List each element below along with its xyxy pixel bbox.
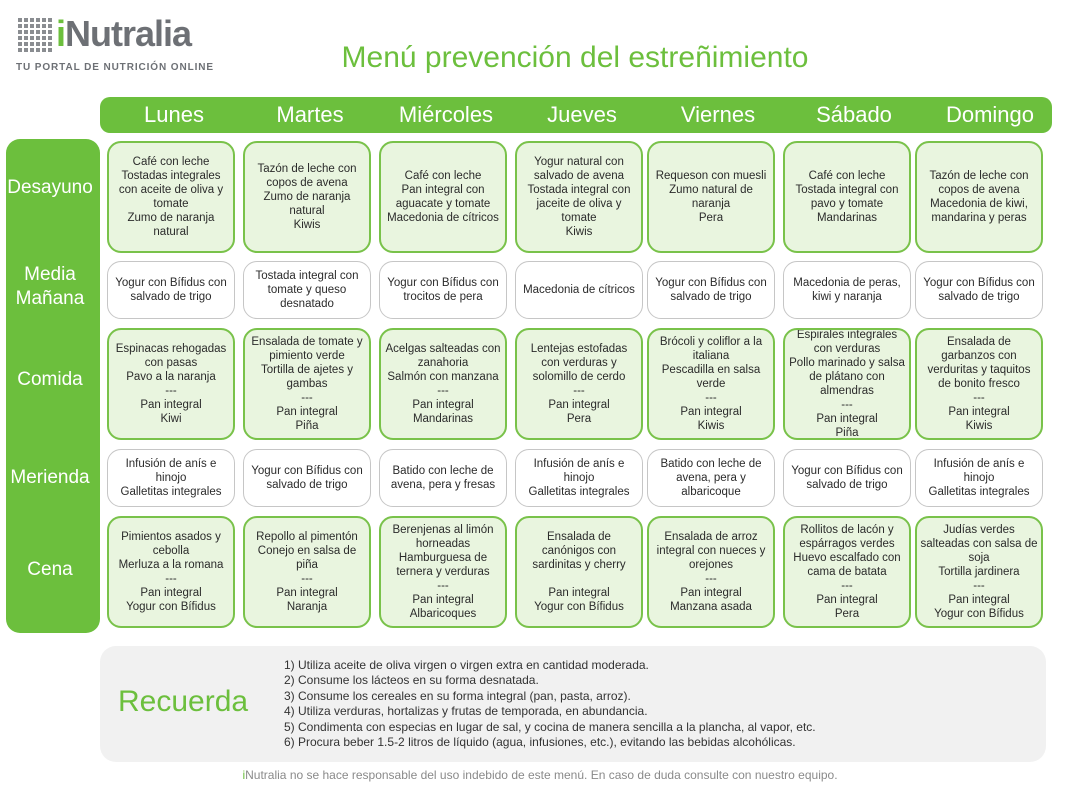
menu-cell: Yogur con Bífidus con salvado de trigo xyxy=(783,449,911,507)
menu-cell: Yogur con Bífidus con salvado de trigo xyxy=(107,261,235,319)
menu-cell: Brócoli y coliflor a la italiana Pescadilla en salsa verde --- Pan integral Kiwis xyxy=(647,328,775,440)
page-title: Menú prevención del estreñimiento xyxy=(341,41,809,74)
menu-cell: Tazón de leche con copos de avena Zumo de naranja natural Kiwis xyxy=(243,141,371,253)
recuerda-box xyxy=(100,646,1046,762)
logo[interactable] xyxy=(16,13,226,78)
menu-cell: Tostada integral con tomate y queso desnatado xyxy=(243,261,371,319)
footer-brand-i: i xyxy=(242,768,246,782)
menu-cell: Ensalada de tomate y pimiento verde Tortilla de ajetes y gambas --- Pan integral Piña xyxy=(243,328,371,440)
menu-cell: Yogur natural con salvado de avena Tostada integral con jaceite de oliva y tomate Kiwis xyxy=(515,141,643,253)
logo-wordmark: iNutralia xyxy=(56,13,192,54)
menu-cell: Pimientos asados y cebolla Merluza a la romana --- Pan integral Yogur con Bífidus xyxy=(107,516,235,628)
tip-item: 1) Utiliza aceite de oliva virgen o virgen extra en cantidad moderada. xyxy=(284,658,649,672)
menu-cell: Café con leche Pan integral con aguacate y tomate Macedonia de cítricos xyxy=(379,141,507,253)
day-header-jueves: Jueves xyxy=(547,102,617,127)
logo-grid-icon xyxy=(16,18,52,54)
menu-cell: Ensalada de canónigos con sardinitas y cherry Pan integral Yogur con Bífidus xyxy=(515,516,643,628)
day-header-miercoles: Miércoles xyxy=(398,102,494,127)
tip-item: 2) Consume los lácteos en su forma desnatada. xyxy=(284,673,539,688)
menu-cell: Ensalada de arroz integral con nueces y orejones --- Pan integral Manzana asada xyxy=(647,516,775,628)
footer-brand-rest: Nutralia xyxy=(245,768,287,782)
menu-cell: Lentejas estofadas con verduras y solomillo de cerdo --- Pan integral Pera xyxy=(515,328,643,440)
days-header-bar xyxy=(100,97,1052,133)
day-header-martes: Martes xyxy=(276,102,344,127)
meal-label-cena: Cena xyxy=(27,559,73,580)
meal-label-media-manana: Media Mañana xyxy=(15,264,85,309)
tip-item: 5) Condimenta con especias en lugar de sal, y cocina de manera sencilla a la plancha, al vapor, etc. xyxy=(284,719,816,734)
menu-cell: Yogur con Bífidus con salvado de trigo xyxy=(243,449,371,507)
menu-cell: Berenjenas al limón horneadas Hamburguesa de ternera y verduras --- Pan integral Albaricoques xyxy=(379,516,507,628)
menu-cell: Ensalada de garbanzos con verduritas y taquitos de bonito fresco --- Pan integral Kiwis xyxy=(915,328,1043,440)
meal-label-merienda: Merienda xyxy=(10,467,90,488)
day-header-domingo: Domingo xyxy=(945,102,1035,127)
menu-cell: Yogur con Bífidus con salvado de trigo xyxy=(647,261,775,319)
menu-cell: Yogur con Bífidus con trocitos de pera xyxy=(379,261,507,319)
menu-cell: Batido con leche de avena, pera y albaricoque xyxy=(647,449,775,507)
menu-cell: Judías verdes salteadas con salsa de soja Tortilla jardinera --- Pan integral Yogur con Bífidus xyxy=(915,516,1043,628)
menu-cell: Repollo al pimentón Conejo en salsa de piña --- Pan integral Naranja xyxy=(243,516,371,628)
menu-cell: Café con leche Tostada integral con pavo y tomate Mandarinas xyxy=(783,141,911,253)
meal-label-desayuno: Desayuno xyxy=(7,177,93,198)
menu-cell: Infusión de anís e hinojo Galletitas integrales xyxy=(515,449,643,507)
tips-list xyxy=(284,658,816,750)
menu-cell: Tazón de leche con copos de avena Macedonia de kiwi, mandarina y peras xyxy=(915,141,1043,253)
footer-text: no se hace responsable del uso indebido de este menú. En caso de duda consulte con nuestro equipo. xyxy=(286,768,838,782)
menu-cell: Espinacas rehogadas con pasas Pavo a la naranja --- Pan integral Kiwi xyxy=(107,328,235,440)
recuerda-title: Recuerda xyxy=(118,685,249,718)
tip-item: 3) Consume los cereales en su forma integral (pan, pasta, arroz). xyxy=(284,688,631,703)
menu-cell: Café con leche Tostadas integrales con aceite de oliva y tomate Zumo de naranja natural xyxy=(107,141,235,253)
logo-tagline: TU PORTAL DE NUTRICIÓN ONLINE xyxy=(16,62,214,73)
menu-cell: Macedonia de cítricos xyxy=(515,261,643,319)
menu-cell: Infusión de anís e hinojo Galletitas integrales xyxy=(107,449,235,507)
menu-cell: Yogur con Bífidus con salvado de trigo xyxy=(915,261,1043,319)
meal-label-comida: Comida xyxy=(17,369,83,390)
tip-item: 4) Utiliza verduras, hortalizas y frutas de temporada, en abundancia. xyxy=(284,704,648,719)
menu-cell: Acelgas salteadas con zanahoria Salmón con manzana --- Pan integral Mandarinas xyxy=(379,328,507,440)
menu-cell: Rollitos de lacón y espárragos verdes Huevo escalfado con cama de batata --- Pan integral Pera xyxy=(783,516,911,628)
menu-cell: Macedonia de peras, kiwi y naranja xyxy=(783,261,911,319)
day-header-lunes: Lunes xyxy=(144,102,204,127)
day-header-viernes: Viernes xyxy=(680,102,756,127)
disclaimer-footer xyxy=(0,767,1080,783)
menu-cell: Infusión de anís e hinojo Galletitas integrales xyxy=(915,449,1043,507)
menu-cell: Requeson con muesli Zumo natural de naranja Pera xyxy=(647,141,775,253)
menu-cell: Batido con leche de avena, pera y fresas xyxy=(379,449,507,507)
tip-item: 6) Procura beber 1.5-2 litros de líquido (agua, infusiones, etc.), evitando las bebidas alcohólicas. xyxy=(284,735,796,750)
menu-cell: Espirales integrales con verduras Pollo marinado y salsa de plátano con almendras --- Pan integral Piña xyxy=(783,328,911,440)
day-header-sabado: Sábado xyxy=(816,102,892,127)
